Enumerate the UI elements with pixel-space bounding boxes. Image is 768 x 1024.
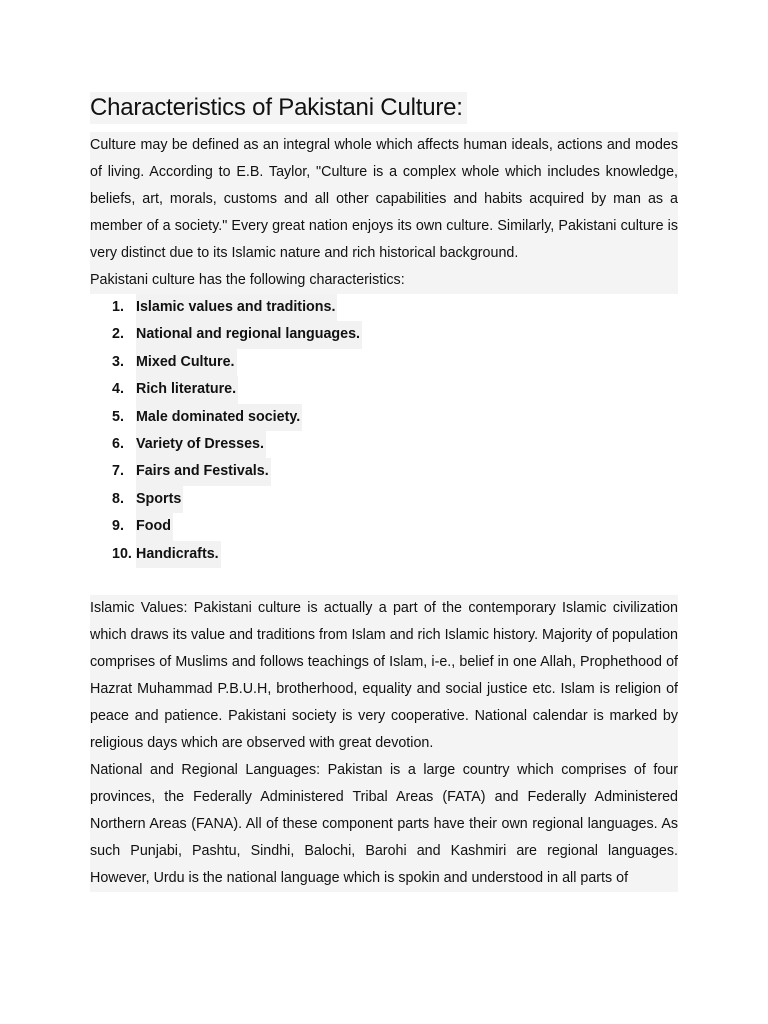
list-item (90, 513, 678, 540)
list-item-text: Sports (136, 486, 183, 513)
list-item-text: Fairs and Festivals. (136, 458, 271, 485)
list-item (90, 458, 678, 485)
languages-paragraph: National and Regional Languages: Pakistan is a large country which comprises of four provinces, the Federally Administered Tribal Areas (FATA) and Federally Administered Northern Areas (FANA). All of these component parts have their own regional languages. As such Punjabi, Pashtu, Sindhi, Balochi, Barohi and Kashmiri are regional languages. However, Urdu is the national language which is spokin and understood in all parts of (90, 757, 678, 892)
list-item-number: 4. (112, 381, 124, 398)
list-item (90, 294, 678, 321)
list-item-text: Islamic values and traditions. (136, 294, 337, 321)
intro-paragraph (90, 132, 678, 294)
list-item-number: 9. (112, 518, 124, 535)
intro-text: Culture may be defined as an integral whole which affects human ideals, actions and modes of living. According to E.B. Taylor, "Culture is a complex whole which includes knowledge, beliefs, art, morals, customs and all other capabilities and habits acquired by man as a member of a society." Every great nation enjoys its own culture. Similarly, Pakistani culture is very distinct due to its Islamic nature and rich historical background. (90, 137, 678, 261)
list-item-text: Male dominated society. (136, 404, 302, 431)
list-item (90, 376, 678, 403)
list-item-text: Variety of Dresses. (136, 431, 266, 458)
document-title: Characteristics of Pakistani Culture: (90, 92, 467, 124)
list-item-number: 7. (112, 463, 124, 480)
islamic-values-paragraph: Islamic Values: Pakistani culture is actually a part of the contemporary Islamic civilization which draws its value and traditions from Islam and rich Islamic history. Majority of population comprises of Muslims and follows teachings of Islam, i-e., belief in one Allah, Prophethood of Hazrat Muhammad P.B.U.H, brotherhood, equality and social justice etc. Islam is religion of peace and patience. Pakistani society is very cooperative. National calendar is marked by religious days which are observed with great devotion. (90, 595, 678, 757)
list-item-number: 5. (112, 408, 124, 425)
list-item (90, 404, 678, 431)
list-item (90, 349, 678, 376)
list-item (90, 541, 678, 568)
section-spacer (90, 568, 678, 595)
document-content (90, 92, 678, 892)
list-item-text: Handicrafts. (136, 541, 221, 568)
list-item-number: 3. (112, 353, 124, 370)
list-item (90, 431, 678, 458)
list-item-text: Mixed Culture. (136, 349, 237, 376)
intro-last-line: Pakistani culture has the following characteristics: (90, 272, 405, 288)
list-item-number: 1. (112, 299, 124, 315)
list-item-number: 2. (112, 326, 124, 343)
list-item-number: 8. (112, 490, 124, 507)
list-item-number: 6. (112, 435, 124, 452)
list-item-text: Food (136, 513, 173, 540)
characteristics-list (90, 294, 678, 568)
list-item (90, 321, 678, 348)
list-item-number: 10. (112, 545, 132, 562)
list-item (90, 486, 678, 513)
list-item-text: National and regional languages. (136, 321, 362, 348)
list-item-text: Rich literature. (136, 376, 238, 403)
